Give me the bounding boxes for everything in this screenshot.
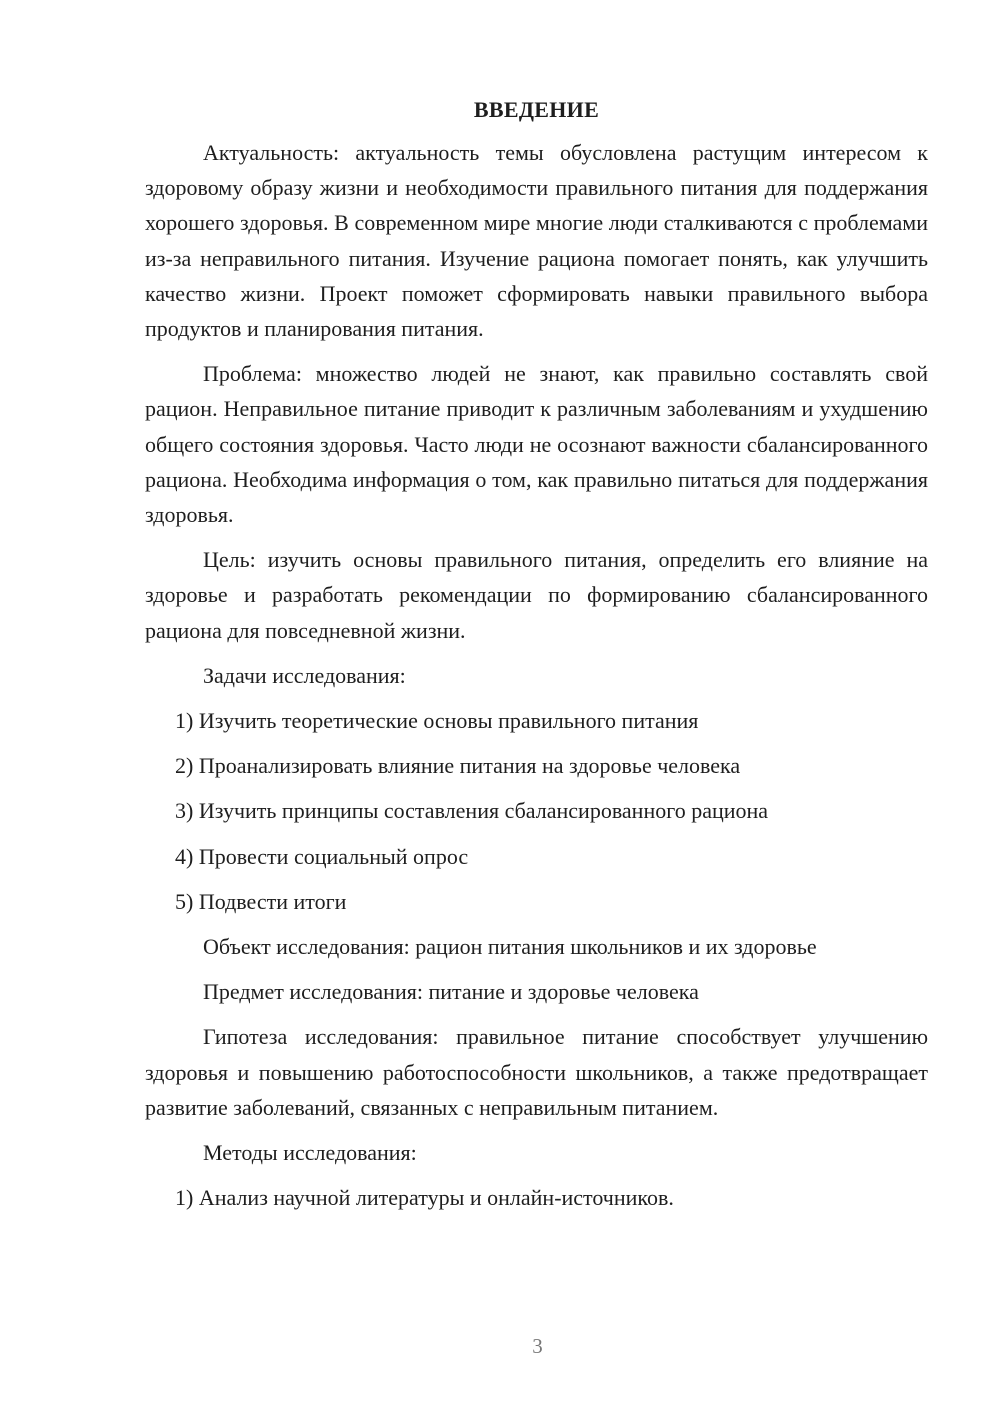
goal-paragraph: Цель: изучить основы правильного питания, определить его влияние на здоровье и разработать рекомендации по формированию сбалансированного рациона для повседневной жизни. — [145, 547, 928, 643]
relevance-paragraph: Актуальность: актуальность темы обусловлена растущим интересом к здоровому образу жизни и необходимости правильного питания для поддержания хорошего здоровья. В современном мире многие люди сталкиваются с проблемами из-за неправильного питания. Изучение рациона помогает понять, как улучшить качество жизни. Проект поможет сформировать навыки правильного выбора продуктов и планирования питания. — [145, 140, 928, 342]
research-object: Объект исследования: рацион питания школьников и их здоровье — [203, 934, 817, 960]
task-item-5: 5) Подвести итоги — [175, 888, 347, 914]
task-item-1: 1) Изучить теоретические основы правильного питания — [175, 708, 699, 734]
section-heading: ВВЕДЕНИЕ — [473, 97, 600, 122]
problem-paragraph: Проблема: множество людей не знают, как правильно составлять свой рацион. Неправильное питание приводит к различным заболеваниям и ухудшению общего состояния здоровья. Часто люди не осознают важности сбалансированного рациона. Необходима информация о том, как правильно питаться для поддержания здоровья. — [145, 361, 928, 528]
task-item-4: 4) Провести социальный опрос — [175, 843, 469, 869]
research-subject: Предмет исследования: питание и здоровье человека — [203, 979, 699, 1005]
page-number: 3 — [532, 1334, 543, 1358]
method-item-1: 1) Анализ научной литературы и онлайн-источников. — [175, 1185, 674, 1211]
methods-title: Методы исследования: — [203, 1140, 417, 1166]
hypothesis-paragraph: Гипотеза исследования: правильное питание способствует улучшению здоровья и повышению работоспособности школьников, а также предотвращает развитие заболеваний, связанных с неправильным питанием. — [145, 1024, 928, 1120]
document-page — [145, 95, 928, 1225]
task-item-2: 2) Проанализировать влияние питания на здоровье человека — [175, 753, 741, 779]
tasks-title: Задачи исследования: — [203, 662, 406, 688]
task-item-3: 3) Изучить принципы составления сбалансированного рациона — [175, 798, 769, 824]
